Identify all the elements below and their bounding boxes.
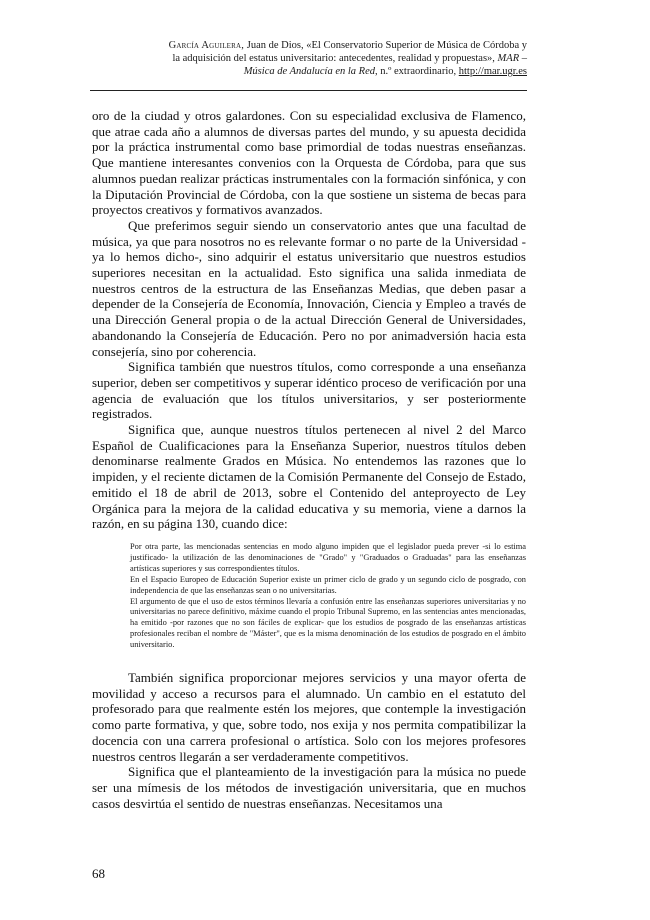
paragraph-6: Significa que el planteamiento de la investigación para la música no puede ser una mímesis de los métodos de investigación universitaria, que en muchos casos desvirtúa el sentido de nuestras enseñanzas. Necesitamos una [92, 764, 526, 811]
header-journal: MAR – Música de Andalucía en la Red [243, 53, 527, 77]
quote-paragraph-1: Por otra parte, las mencionadas sentencias en modo alguno impiden que el legislador pueda prever -si lo estima justificado- la utilización de las denominaciones de "Grado" y "Graduados o Graduadas" para las enseñanzas artísticas superiores y sus correspondientes títulos. [130, 542, 526, 573]
header-issue: , n.º extraordinario, [375, 66, 459, 77]
running-header [160, 39, 527, 78]
paragraph-1: oro de la ciudad y otros galardones. Con su especialidad exclusiva de Flamenco, que atrae cada año a alumnos de diversas partes del mundo, y su apuesta decidida por la práctica instrumental como base primordial de todas nuestras enseñanzas. Que mantiene interesantes convenios con la Orquesta de Córdoba, para que sus alumnos puedan realizar prácticas instrumentales con la formación sinfónica, y con la Diputación Provincial de Córdoba, con la que sostiene un sistema de becas para proyectos creativos y formativos avanzados. [92, 108, 526, 218]
header-citation: Juan de Dios, «El Conservatorio Superior de Música de Córdoba y la adquisición del estatus universitario: antecedentes, realidad y propuestas», [172, 40, 527, 64]
paragraph-5: También significa proporcionar mejores servicios y una mayor oferta de movilidad y acceso a recursos para el alumnado. Un cambio en el estatuto del profesorado para que realmente estén los mejores, que contemple la investigación como parte formativa, y que, sobre todo, nos exija y nos permita compatibilizar la docencia con una carrera profesional o artística. Solo con los mejores profesores nuestros centros llegarán a ser verdaderamente competitivos. [92, 670, 526, 764]
body-text-top [92, 108, 526, 532]
header-divider [90, 90, 527, 91]
paragraph-4: Significa que, aunque nuestros títulos pertenecen al nivel 2 del Marco Español de Cualificaciones para la Enseñanza Superior, nuestros títulos deben denominarse realmente Grados en Música. No entendemos las razones que lo impiden, y el reciente dictamen de la Comisión Permanente del Consejo de Estado, emitido el 18 de abril de 2013, sobre el Contenido del anteproyecto de Ley Orgánica para la mejora de la calidad educativa y su memoria, viene a darnos la razón, en su página 130, cuando dice: [92, 422, 526, 532]
header-url-link[interactable]: http://mar.ugr.es [458, 66, 527, 77]
header-author: García Aguilera, [168, 40, 245, 51]
quote-paragraph-3: El argumento de que el uso de estos términos llevaría a confusión entre las enseñanzas superiores universitarias y no universitarias no parece definitivo, máxime cuando el propio Tribunal Supremo, en las sentencias antes mencionadas, ha emitido -por razones que no son fáciles de explicar- que los estudios de posgrado de las enseñanzas artísticas profesionales reciban el nombre de "Máster", que es la misma denominación de los estudios de posgrado en el ámbito universitario. [130, 596, 526, 650]
page-number: 68 [92, 866, 105, 881]
body-text-bottom [92, 670, 526, 811]
quote-paragraph-2: En el Espacio Europeo de Educación Superior existe un primer ciclo de grado y un segundo ciclo de posgrado, con independencia de que las enseñanzas sean o no universitarias. [130, 574, 526, 595]
block-quote [130, 542, 526, 651]
paragraph-2: Que preferimos seguir siendo un conservatorio antes que una facultad de música, ya que para nosotros no es relevante formar o no parte de la Universidad -ya lo hemos dicho-, sino adquirir el estatus universitario que nuestros estudios superiores necesitan en la actualidad. Esto significa una salida inmediata de nuestros centros de la estructura de las Enseñanzas Medias, que deben pasar a depender de la Consejería de Economía, Innovación, Ciencia y Empleo a través de una Dirección General propia o de la actual Dirección General de Universidades, abandonando la Consejería de Educación. Pero no por animadversión hacia esta consejería, sino por coherencia. [92, 217, 526, 359]
paragraph-3: Significa también que nuestros títulos, como corresponde a una enseñanza superior, deben ser competitivos y superar idéntico proceso de verificación por una agencia de evaluación que los títulos universitarios, y ser posteriormente registrados. [92, 359, 526, 422]
